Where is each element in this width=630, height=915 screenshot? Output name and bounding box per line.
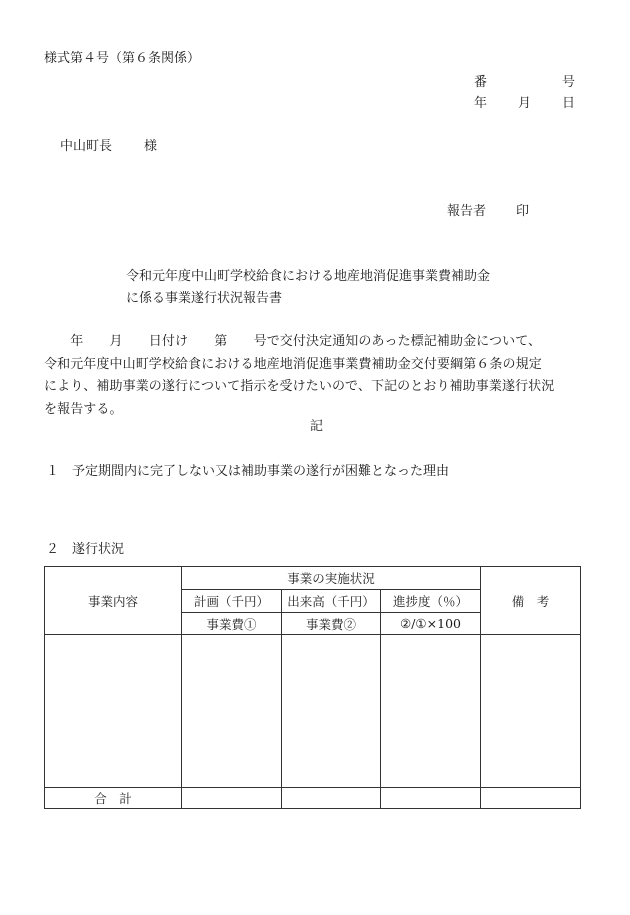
date-day: 日 [562,96,576,111]
addressee-name: 中山町長 [60,139,113,154]
document-title-line1: 令和元年度中山町学校給食における地産地消促進事業費補助金 [126,269,491,284]
header-content: 事業内容 [45,567,182,635]
total-row [45,788,581,809]
section-status [46,541,124,559]
addressee [60,138,157,156]
table-row [45,635,581,788]
subheader-plan: 事業費① [182,613,282,635]
subheader-progress: ②/①×100 [381,613,481,635]
header-actual: 出来高（千円） [282,590,381,613]
ki-heading: 記 [310,419,324,434]
reporter-line [447,203,529,221]
subheader-actual: 事業費② [282,613,381,635]
status-table [44,566,581,809]
header-implementation: 事業の実施状況 [182,567,481,590]
header-plan: 計画（千円） [182,590,282,613]
seal-mark: 印 [516,204,530,219]
number-label: 番 [474,75,488,90]
total-progress[interactable] [381,788,481,809]
total-plan[interactable] [182,788,282,809]
cell-content[interactable] [45,635,182,788]
addressee-honorific: 様 [144,139,158,154]
header-remarks: 備 考 [481,567,581,635]
header-progress: 進捗度（％） [381,590,481,613]
section-title: 遂行状況 [72,542,125,557]
number-suffix: 号 [562,75,576,90]
total-label: 合 計 [45,788,182,809]
total-remarks[interactable] [481,788,581,809]
section-title: 予定期間内に完了しない又は補助事業の遂行が困難となった理由 [72,464,450,479]
cell-progress[interactable] [381,635,481,788]
body-paragraph: 年 月 日付け 第 号で交付決定通知のあった標記補助金について、 令和元年度中山町学校給食における地産地消促進事業費補助金交付要綱第６条の規定 により、補助事業の遂行について指示を受けたいので、下記のとおり補助事業遂行状況 を報告する。 [44,334,555,417]
reporter-label: 報告者 [447,204,487,219]
cell-actual[interactable] [282,635,381,788]
section-reason [46,463,449,481]
date-month: 月 [518,96,532,111]
form-number: 様式第４号（第６条関係） [44,51,201,66]
document-title-line2: に係る事業遂行状況報告書 [126,291,283,306]
section-number: １ [46,464,60,479]
total-actual[interactable] [282,788,381,809]
cell-plan[interactable] [182,635,282,788]
cell-remarks[interactable] [481,635,581,788]
date-year: 年 [474,96,488,111]
section-number: ２ [46,542,60,557]
